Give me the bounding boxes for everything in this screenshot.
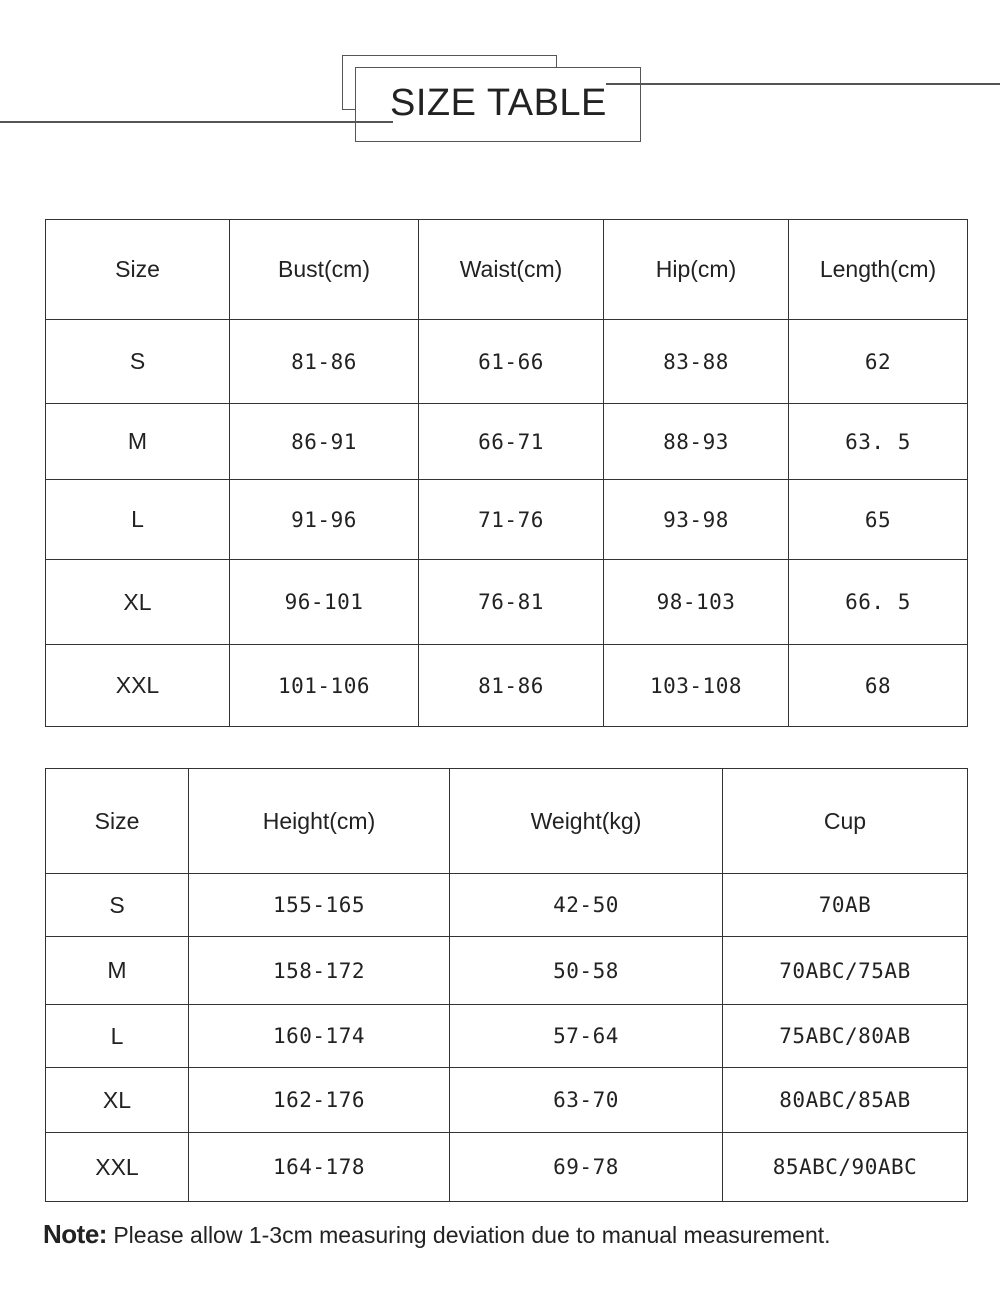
height-cell: 164-178	[189, 1133, 450, 1202]
hip-cell: 98-103	[604, 560, 789, 645]
size-cell: XL	[46, 1068, 189, 1133]
size-cell: XXL	[46, 645, 230, 727]
length-cell: 65	[789, 480, 968, 560]
title-left-rule-inner	[355, 121, 393, 123]
waist-cell: 81-86	[419, 645, 604, 727]
weight-cell: 50-58	[450, 937, 723, 1005]
cup-cell: 85ABC/90ABC	[723, 1133, 968, 1202]
cup-cell: 70ABC/75AB	[723, 937, 968, 1005]
bust-cell: 86-91	[230, 404, 419, 480]
table-row	[46, 1133, 968, 1202]
table-row	[46, 874, 968, 937]
hip-cell: 83-88	[604, 320, 789, 404]
header-length: Length(cm)	[789, 220, 968, 320]
table-row	[46, 937, 968, 1005]
table-header-row	[46, 769, 968, 874]
length-cell: 62	[789, 320, 968, 404]
bust-cell: 91-96	[230, 480, 419, 560]
weight-cell: 42-50	[450, 874, 723, 937]
table-header-row	[46, 220, 968, 320]
weight-cell: 57-64	[450, 1005, 723, 1068]
table-row	[46, 645, 968, 727]
note-label: Note:	[43, 1219, 107, 1249]
bust-cell: 101-106	[230, 645, 419, 727]
fit-reference-table	[45, 768, 968, 1202]
length-cell: 63. 5	[789, 404, 968, 480]
note-text: Please allow 1-3cm measuring deviation due to manual measurement.	[106, 1222, 831, 1248]
title-left-rule	[0, 121, 393, 123]
height-cell: 160-174	[189, 1005, 450, 1068]
title-right-rule	[606, 83, 1000, 85]
body-measurement-table	[45, 219, 968, 727]
hip-cell: 103-108	[604, 645, 789, 727]
size-cell: S	[46, 874, 189, 937]
header-size: Size	[46, 769, 189, 874]
header-height: Height(cm)	[189, 769, 450, 874]
size-cell: M	[46, 937, 189, 1005]
header-cup: Cup	[723, 769, 968, 874]
table-row	[46, 1068, 968, 1133]
height-cell: 162-176	[189, 1068, 450, 1133]
waist-cell: 61-66	[419, 320, 604, 404]
cup-cell: 70AB	[723, 874, 968, 937]
size-cell: L	[46, 480, 230, 560]
size-cell: L	[46, 1005, 189, 1068]
table-row	[46, 1005, 968, 1068]
hip-cell: 88-93	[604, 404, 789, 480]
measurement-note	[43, 1219, 831, 1250]
size-cell: M	[46, 404, 230, 480]
header-size: Size	[46, 220, 230, 320]
weight-cell: 69-78	[450, 1133, 723, 1202]
size-cell: S	[46, 320, 230, 404]
waist-cell: 66-71	[419, 404, 604, 480]
length-cell: 68	[789, 645, 968, 727]
page-title: SIZE TABLE	[390, 82, 607, 124]
cup-cell: 80ABC/85AB	[723, 1068, 968, 1133]
header-weight: Weight(kg)	[450, 769, 723, 874]
size-cell: XXL	[46, 1133, 189, 1202]
bust-cell: 81-86	[230, 320, 419, 404]
table-row	[46, 404, 968, 480]
waist-cell: 76-81	[419, 560, 604, 645]
length-cell: 66. 5	[789, 560, 968, 645]
size-cell: XL	[46, 560, 230, 645]
header-waist: Waist(cm)	[419, 220, 604, 320]
waist-cell: 71-76	[419, 480, 604, 560]
bust-cell: 96-101	[230, 560, 419, 645]
table-row	[46, 480, 968, 560]
header-hip: Hip(cm)	[604, 220, 789, 320]
height-cell: 158-172	[189, 937, 450, 1005]
cup-cell: 75ABC/80AB	[723, 1005, 968, 1068]
table-row	[46, 560, 968, 645]
height-cell: 155-165	[189, 874, 450, 937]
weight-cell: 63-70	[450, 1068, 723, 1133]
header-bust: Bust(cm)	[230, 220, 419, 320]
table-row	[46, 320, 968, 404]
hip-cell: 93-98	[604, 480, 789, 560]
